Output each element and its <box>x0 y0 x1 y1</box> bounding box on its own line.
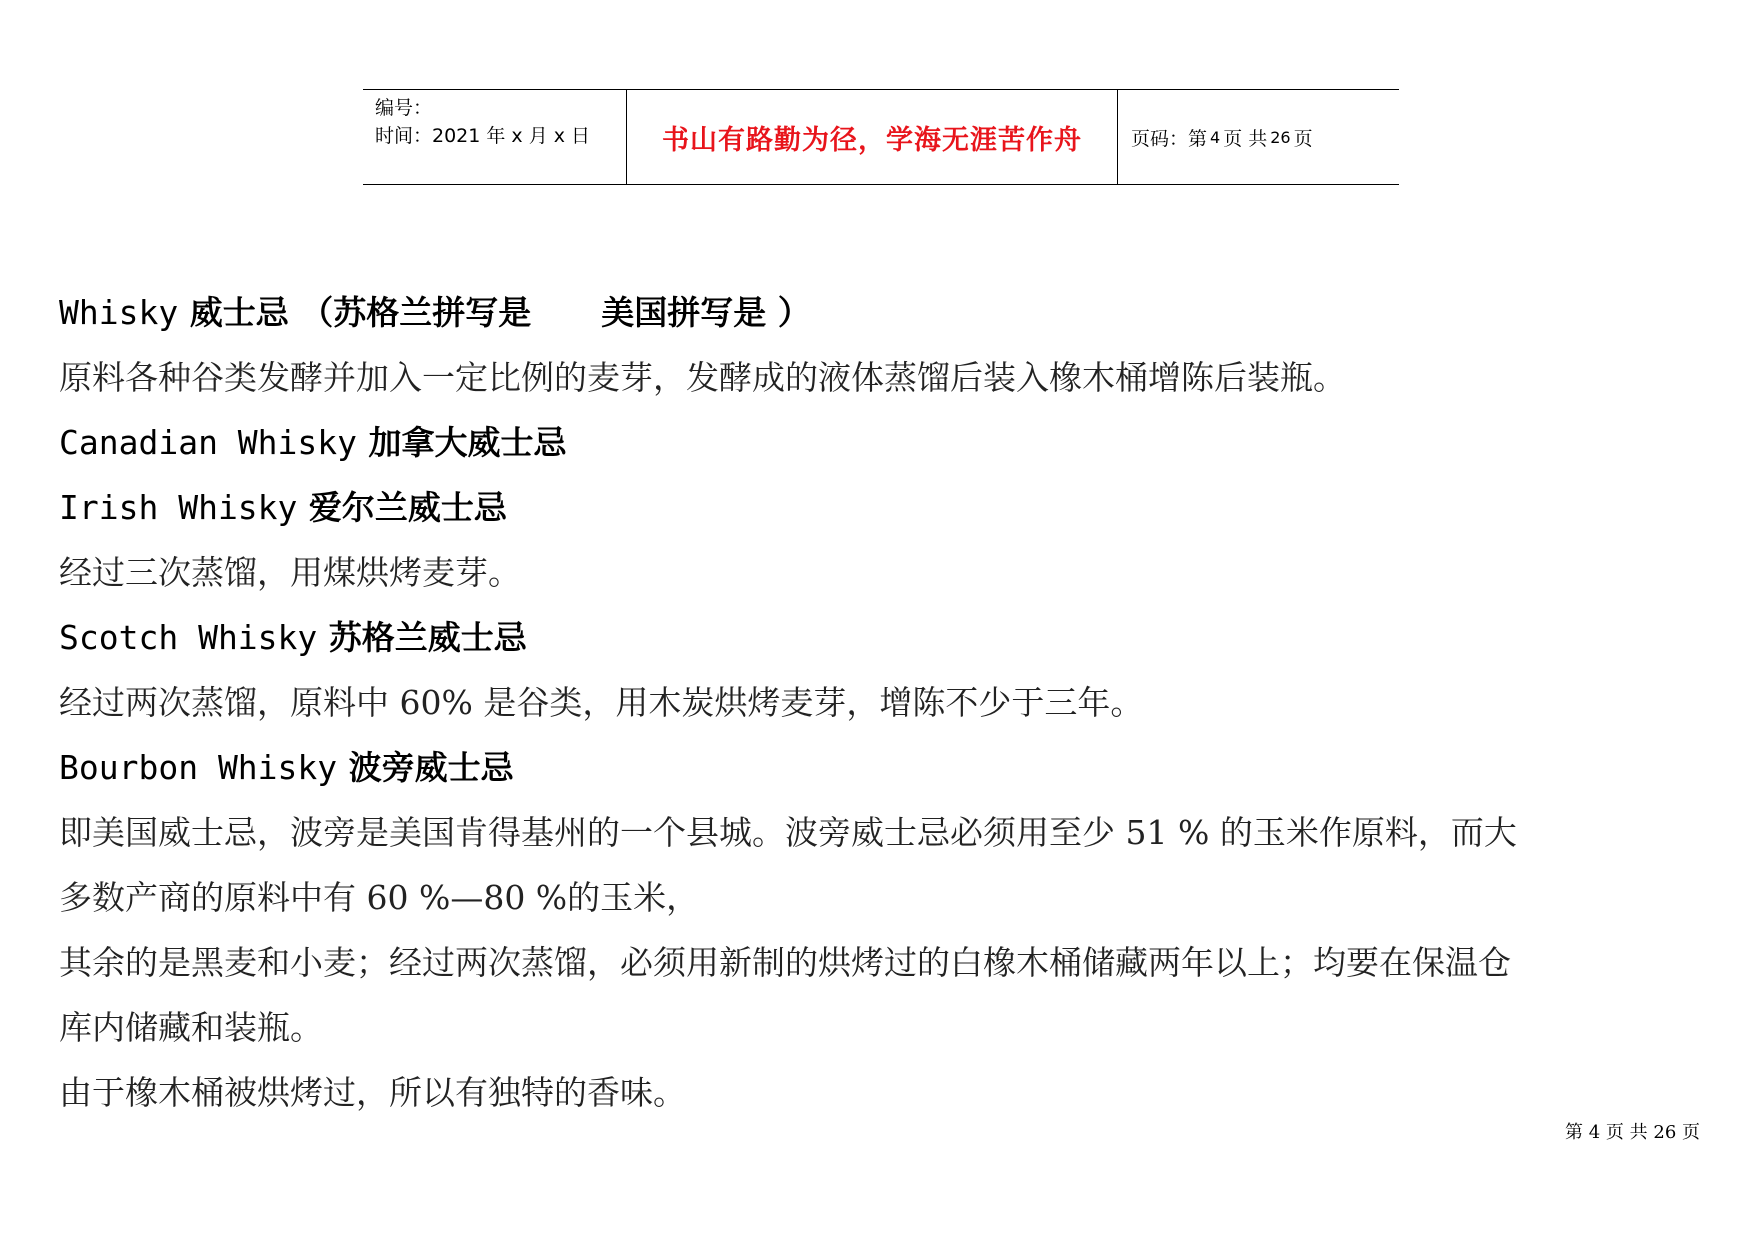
scotch-heading <box>59 605 1709 670</box>
irish-desc: 经过三次蒸馏，用煤烘烤麦芽。 <box>59 553 521 592</box>
page-label-mid: 页 共 <box>1223 127 1268 150</box>
page-footer: 第 4 页 共 26 页 <box>1565 1122 1700 1143</box>
header-info-cell <box>363 90 627 184</box>
bourbon-en: Bourbon Whisky <box>59 748 338 787</box>
bourbon-desc-4: 库内储藏和装瓶。 <box>59 1008 323 1047</box>
canadian-cn: 加拿大威士忌 <box>368 423 567 462</box>
page-label-prefix: 页码：第 <box>1131 127 1208 150</box>
scotch-en: Scotch Whisky <box>59 618 318 657</box>
page-label-suffix: 页 <box>1293 127 1313 150</box>
number-label: 编号： <box>375 97 433 119</box>
bourbon-desc-2: 多数产商的原料中有 60 %—80 %的玉米， <box>59 878 700 917</box>
canadian-heading <box>59 410 1709 475</box>
bourbon-desc-3: 其余的是黑麦和小麦；经过两次蒸馏，必须用新制的烘烤过的白橡木桶储藏两年以上；均要在保温仓 <box>59 943 1511 982</box>
irish-cn: 爱尔兰威士忌 <box>308 488 507 527</box>
whisky-cn: 威士忌 （苏格兰拼写是 <box>189 293 532 332</box>
motto-text: 书山有路勤为径，学海无涯苦作舟 <box>662 124 1082 156</box>
motto-cell <box>627 90 1118 184</box>
whisky-en: Whisky <box>59 293 179 332</box>
whisky-cn2: 美国拼写是 ） <box>601 293 811 332</box>
page-total: 26 <box>1270 127 1291 147</box>
bourbon-heading <box>59 735 1709 800</box>
page-current: 4 <box>1210 127 1221 147</box>
bourbon-desc-5: 由于橡木桶被烘烤过，所以有独特的香味。 <box>59 1073 686 1112</box>
scotch-desc: 经过两次蒸馏，原料中 60% 是谷类，用木炭烘烤麦芽，增陈不少于三年。 <box>59 683 1144 722</box>
whisky-desc: 原料各种谷类发酵并加入一定比例的麦芽，发酵成的液体蒸馏后装入橡木桶增陈后装瓶。 <box>59 358 1346 397</box>
page-number-cell <box>1118 90 1399 184</box>
bourbon-desc-1: 即美国威士忌，波旁是美国肯得基州的一个县城。波旁威士忌必须用至少 51 % 的玉米作原料，而大 <box>59 813 1517 852</box>
whisky-heading <box>59 280 1709 345</box>
canadian-en: Canadian Whisky <box>59 423 358 462</box>
scotch-cn: 苏格兰威士忌 <box>328 618 527 657</box>
document-body <box>59 280 1709 1125</box>
header-table <box>363 89 1399 185</box>
irish-en: Irish Whisky <box>59 488 298 527</box>
time-label: 时间：2021 年 x 月 x 日 <box>375 125 591 147</box>
irish-heading <box>59 475 1709 540</box>
bourbon-cn: 波旁威士忌 <box>348 748 514 787</box>
